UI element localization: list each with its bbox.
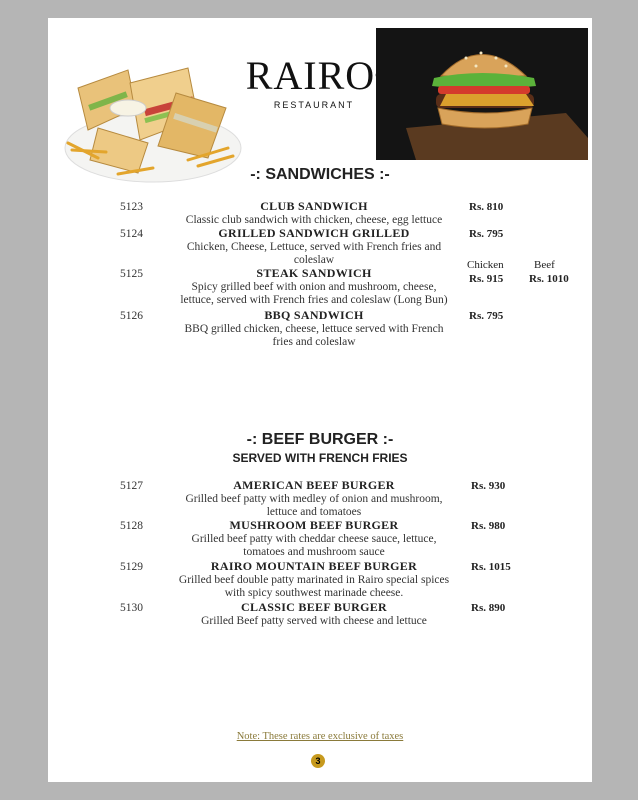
- menu-item: [166, 479, 462, 520]
- item-name: GRILLED SANDWICH GRILLED: [218, 226, 410, 240]
- menu-item: [166, 200, 462, 227]
- item-name: BBQ SANDWICH: [264, 308, 364, 322]
- item-price: Rs. 1015: [471, 561, 511, 573]
- item-code: 5130: [120, 602, 143, 614]
- item-description: with spicy southwest marinade cheese.: [224, 587, 404, 599]
- page-number-badge: 3: [311, 754, 325, 768]
- item-description: tomatoes and mushroom sauce: [243, 546, 385, 558]
- logo-subtitle: RESTAURANT: [273, 100, 355, 110]
- menu-item: [166, 601, 462, 628]
- tax-note: Note: These rates are exclusive of taxes: [236, 731, 404, 742]
- menu-item: [166, 267, 462, 308]
- item-description: Grilled beef double patty marinated in Rairo special spices: [178, 573, 450, 586]
- item-price: Rs. 810: [469, 201, 504, 213]
- item-code: 5129: [120, 561, 143, 573]
- item-description: lettuce, served with French fries and coleslaw (Long Bun): [180, 294, 448, 306]
- item-price: Rs. 930: [471, 480, 506, 492]
- item-name: RAIRO MOUNTAIN BEEF BURGER: [210, 559, 418, 573]
- item-description: Grilled Beef patty served with cheese and lettuce: [201, 614, 427, 627]
- item-price-beef: Rs. 1010: [529, 273, 569, 285]
- menu-item: [166, 227, 462, 268]
- beef-burger-heading: -: BEEF BURGER :-: [246, 431, 394, 448]
- menu-item: [166, 519, 462, 560]
- item-code: 5126: [120, 310, 143, 322]
- item-description: Grilled beef patty with medley of onion and mushroom,: [185, 492, 443, 505]
- item-description: Grilled beef patty with cheddar cheese sauce, lettuce,: [191, 532, 437, 545]
- item-name: AMERICAN BEEF BURGER: [233, 478, 395, 492]
- restaurant-logo: [244, 53, 384, 110]
- item-price: Rs. 795: [469, 228, 504, 240]
- item-name: MUSHROOM BEEF BURGER: [229, 518, 399, 532]
- item-price: Rs. 890: [471, 602, 506, 614]
- item-description: lettuce and tomatoes: [266, 506, 362, 518]
- menu-item: [166, 560, 462, 601]
- item-code: 5127: [120, 480, 143, 492]
- burger-image: [376, 28, 588, 160]
- item-price-chicken: Rs. 915: [469, 273, 504, 285]
- menu-page: [48, 18, 592, 782]
- item-code: 5128: [120, 520, 143, 532]
- chicken-column-header: Chicken: [467, 259, 504, 271]
- menu-item: [166, 309, 462, 350]
- beef-burger-subheading: SERVED WITH FRENCH FRIES: [232, 451, 408, 465]
- sandwiches-heading: -: SANDWICHES :-: [250, 166, 390, 183]
- item-price: Rs. 795: [469, 310, 504, 322]
- item-code: 5123: [120, 201, 143, 213]
- logo-wordmark: RAIRO: [245, 53, 376, 98]
- item-name: CLASSIC BEEF BURGER: [241, 600, 387, 614]
- item-code: 5124: [120, 228, 143, 240]
- item-description: BBQ grilled chicken, cheese, lettuce served with French: [184, 322, 444, 335]
- item-code: 5125: [120, 268, 143, 280]
- beef-column-header: Beef: [534, 259, 555, 271]
- item-name: CLUB SANDWICH: [260, 199, 368, 213]
- item-description: coleslaw: [293, 254, 335, 266]
- item-price: Rs. 980: [471, 520, 506, 532]
- item-description: fries and coleslaw: [272, 336, 356, 348]
- item-description: Chicken, Cheese, Lettuce, served with French fries and: [186, 240, 442, 253]
- item-description: Classic club sandwich with chicken, cheese, egg lettuce: [185, 213, 443, 226]
- item-name: STEAK SANDWICH: [256, 266, 372, 280]
- item-description: Spicy grilled beef with onion and mushroom, cheese,: [191, 280, 437, 293]
